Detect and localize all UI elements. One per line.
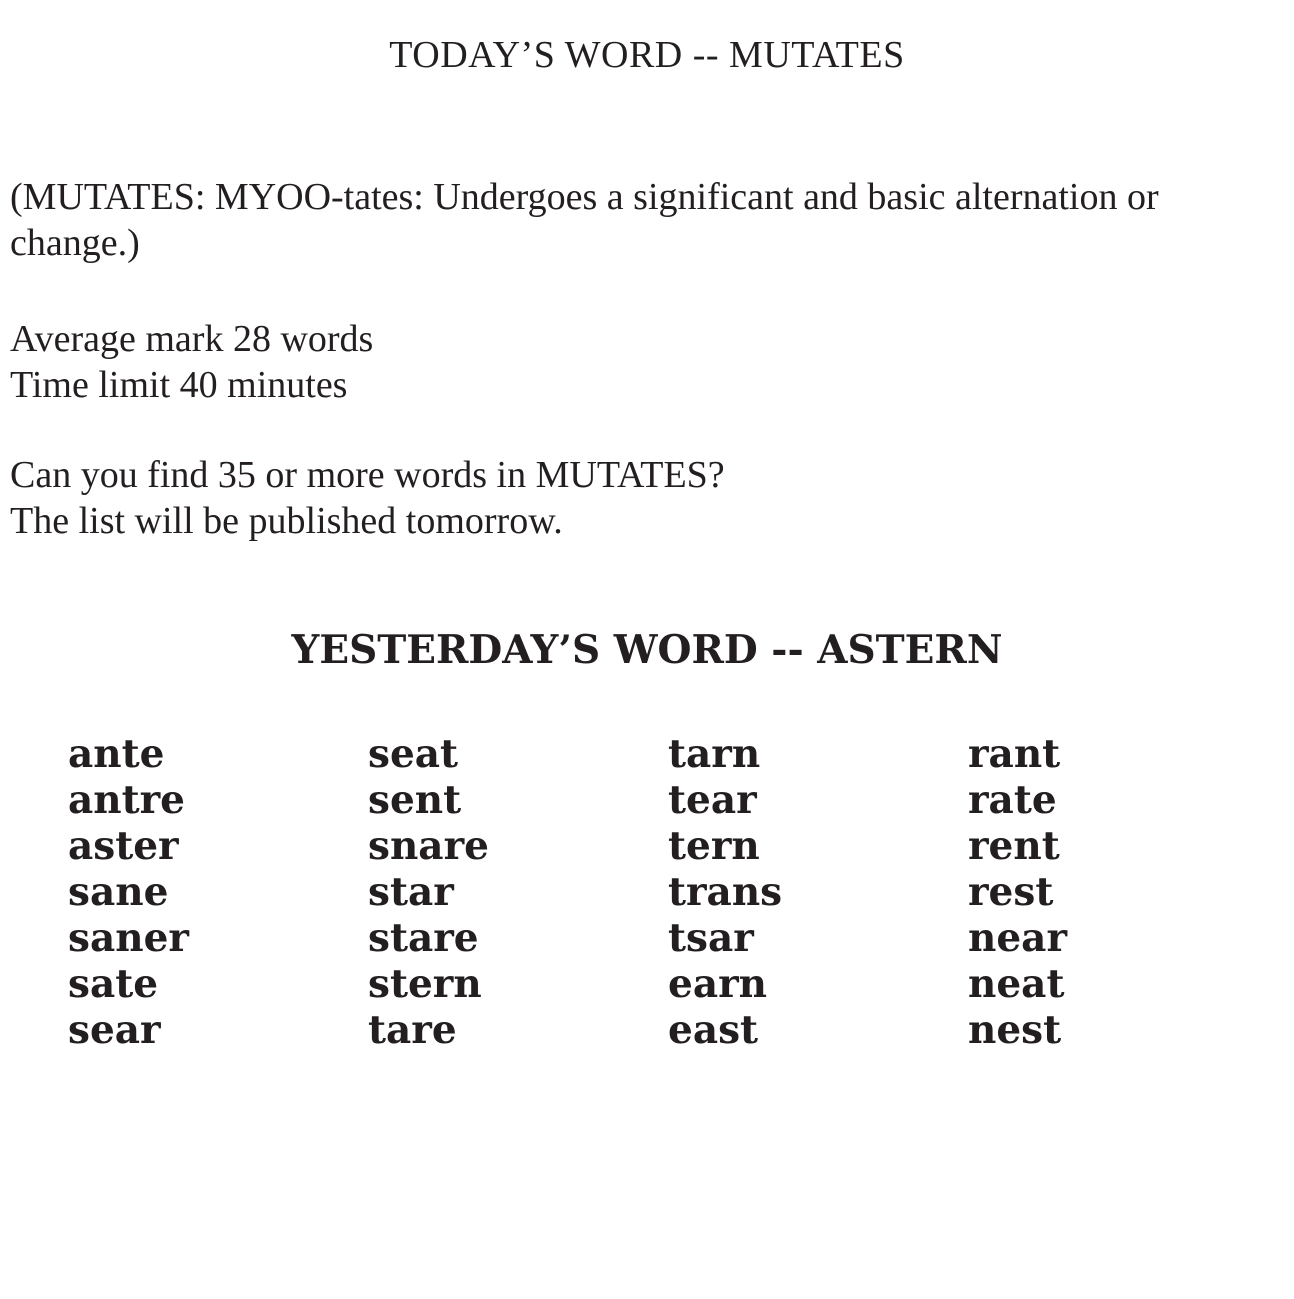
answer-word: ante [68, 731, 165, 777]
answer-word: tare [368, 1007, 457, 1053]
answer-column-4 [968, 731, 1268, 1053]
word-definition: (MUTATES: MYOO-tates: Undergoes a significant and basic alternation or change.) [10, 176, 1159, 264]
answer-word: saner [68, 915, 189, 961]
challenge-question: Can you find 35 or more words in MUTATES? [10, 454, 725, 496]
answer-word: earn [668, 961, 767, 1007]
answer-word: near [968, 915, 1067, 961]
answer-word: antre [68, 777, 185, 823]
answer-column-3 [668, 731, 968, 1053]
answer-column-2 [368, 731, 668, 1053]
average-mark: Average mark 28 words [10, 318, 374, 360]
answer-word: tear [668, 777, 757, 823]
answer-word: rest [968, 869, 1054, 915]
answer-word: rent [968, 823, 1060, 869]
answer-word: sent [368, 777, 462, 823]
answer-word: trans [668, 869, 783, 915]
answer-word: sear [68, 1007, 161, 1053]
answer-word: rate [968, 777, 1057, 823]
answer-list [68, 731, 1268, 1053]
answer-word: neat [968, 961, 1065, 1007]
time-limit: Time limit 40 minutes [10, 364, 348, 406]
answer-word: east [668, 1007, 759, 1053]
todays-word-title: TODAY’S WORD -- MUTATES [389, 34, 905, 76]
answer-word: tarn [668, 731, 761, 777]
answer-word: sate [68, 961, 159, 1007]
answer-column-1 [68, 731, 368, 1053]
answer-word: stare [368, 915, 479, 961]
answer-word: tern [668, 823, 760, 869]
yesterdays-word-title: YESTERDAY’S WORD -- ASTERN [291, 627, 1003, 673]
answer-word: snare [368, 823, 489, 869]
publish-note: The list will be published tomorrow. [10, 500, 563, 542]
answer-word: nest [968, 1007, 1062, 1053]
answer-word: aster [68, 823, 179, 869]
answer-word: star [368, 869, 454, 915]
answer-word: seat [368, 731, 459, 777]
answer-word: tsar [668, 915, 754, 961]
answer-word: rant [968, 731, 1061, 777]
answer-word: stern [368, 961, 482, 1007]
answer-word: sane [68, 869, 169, 915]
